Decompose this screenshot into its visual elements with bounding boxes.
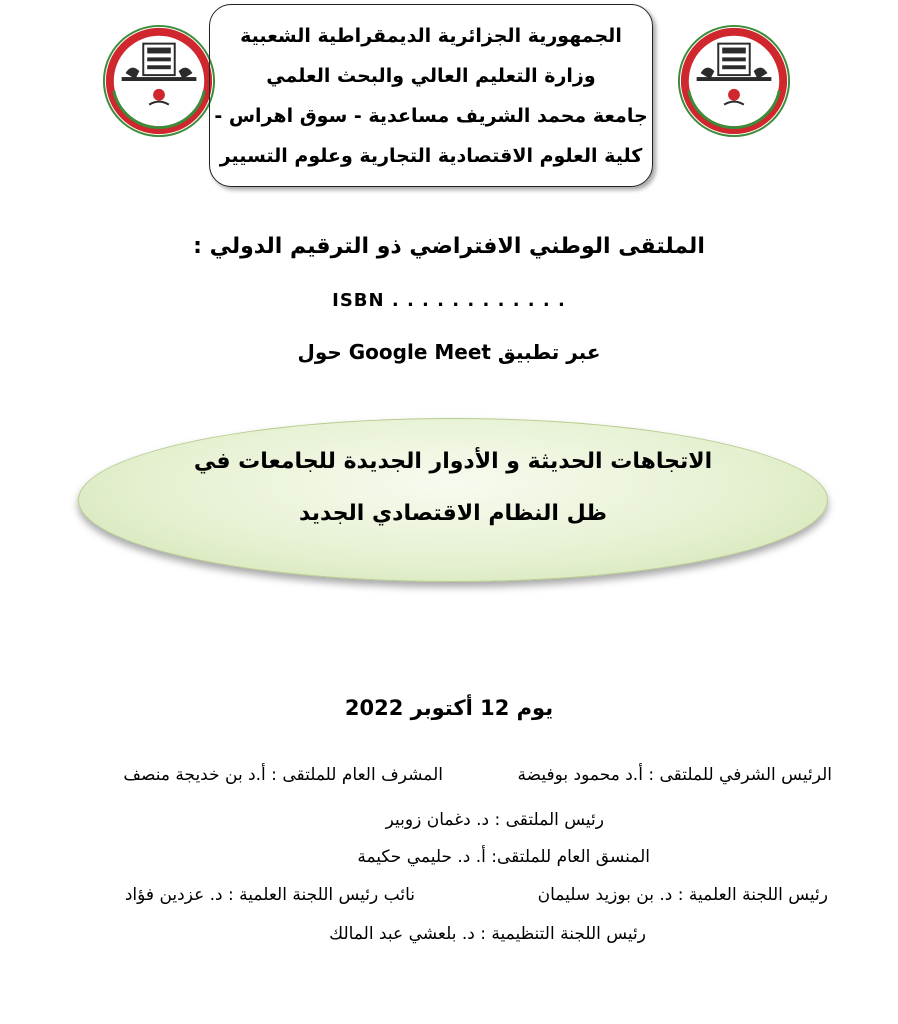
event-date: يوم 12 أكتوبر 2022: [344, 696, 554, 720]
header-line-university: جامعة محمد الشريف مساعدية - سوق اهراس -: [214, 105, 648, 127]
scientific-committee-president: رئيس اللجنة العلمية : د. بن بوزيد سليمان: [537, 885, 828, 905]
theme-line-2: ظل النظام الاقتصادي الجديد: [299, 501, 607, 526]
event-title: الملتقى الوطني الافتراضي ذو الترقيم الدولي :: [193, 234, 705, 259]
theme-ellipse: [78, 418, 828, 582]
conference-president: رئيس الملتقى : د. دغمان زوبير: [385, 810, 604, 830]
organizing-committee-president: رئيس اللجنة التنظيمية : د. بلعشي عبد المالك: [329, 924, 646, 944]
general-coordinator: المنسق العام للملتقى: أ. د. حليمي حكيمة: [357, 847, 650, 867]
header-line-republic: الجمهورية الجزائرية الديمقراطية الشعبية: [240, 25, 622, 47]
university-logo-right: [675, 22, 793, 140]
general-supervisor: المشرف العام للملتقى : أ.د بن خديجة منصف: [123, 765, 443, 785]
isbn-line: ISBN . . . . . . . . . . . .: [332, 290, 566, 311]
header-line-ministry: وزارة التعليم العالي والبحث العلمي: [266, 65, 596, 87]
header-box: [209, 4, 653, 187]
scientific-committee-vice: نائب رئيس اللجنة العلمية : د. عزدين فؤاد: [124, 885, 415, 905]
honorary-president: الرئيس الشرفي للملتقى : أ.د محمود بوفيضة: [517, 765, 832, 785]
header-line-faculty: كلية العلوم الاقتصادية التجارية وعلوم التسيير: [219, 145, 643, 167]
theme-line-1: الاتجاهات الحديثة و الأدوار الجديدة للجامعات في: [193, 449, 713, 474]
platform-line: عبر تطبيق Google Meet حول: [297, 340, 601, 364]
university-logo-left: [100, 22, 218, 140]
